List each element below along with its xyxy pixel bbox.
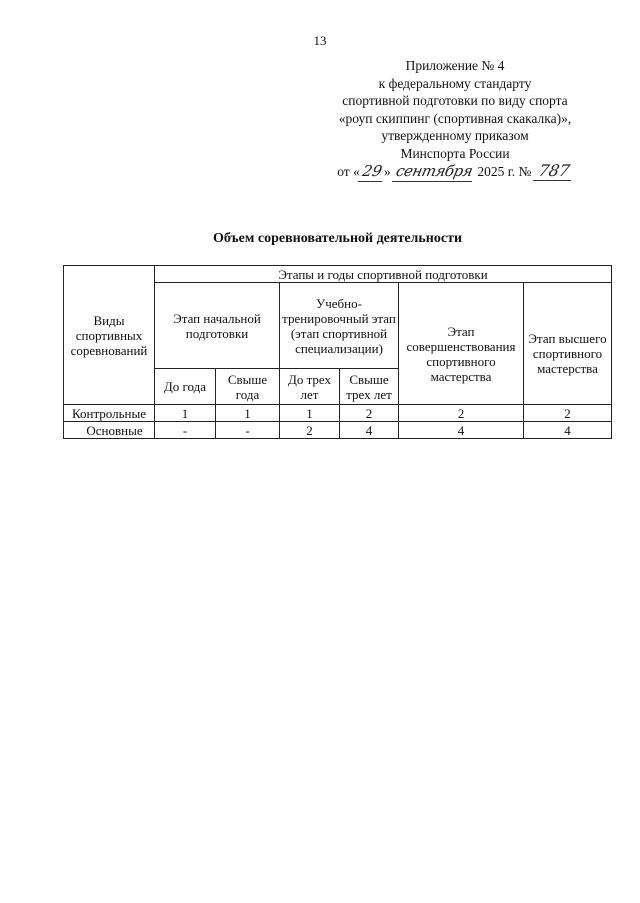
stage-header-initial: Этап начальной подготовки xyxy=(155,283,280,369)
table-row xyxy=(64,405,612,422)
table-cell: 1 xyxy=(280,405,340,422)
subheader-cell: Свыше трех лет xyxy=(340,369,399,405)
handwritten-day: 29 xyxy=(358,163,386,182)
table-cell: 2 xyxy=(340,405,399,422)
row-label: Основные xyxy=(64,422,155,439)
stage-header-training: Учебно-тренировочный этап (этап спортивной специализации) xyxy=(280,283,399,369)
subheader-cell: До трех лет xyxy=(280,369,340,405)
handwritten-month: сентября xyxy=(392,163,476,182)
appendix-line: Минспорта России xyxy=(400,145,510,161)
table-cell: - xyxy=(216,422,280,439)
appendix-line: Приложение № 4 xyxy=(405,58,505,73)
stage-header-improvement: Этап совершенствования спортивного мастерства xyxy=(399,283,524,405)
date-prefix: от « xyxy=(337,164,360,179)
appendix-line: спортивной подготовки по виду спорта xyxy=(342,93,568,108)
subheader-cell: Свыше года xyxy=(216,369,280,405)
competition-volume-table xyxy=(63,265,612,439)
table-cell: 4 xyxy=(524,422,612,439)
appendix-line: «роуп скиппинг (спортивная скакалка)», xyxy=(338,110,572,126)
stage-header-higher: Этап высшего спортивного мастерства xyxy=(524,283,612,405)
table-cell: 2 xyxy=(280,422,340,439)
page-number: 13 xyxy=(313,33,327,48)
order-date-line xyxy=(330,162,580,182)
document-title: Объем соревновательной деятельности xyxy=(212,231,463,246)
table-cell: - xyxy=(155,422,216,439)
table-cell: 1 xyxy=(216,405,280,422)
table-cell: 2 xyxy=(524,405,612,422)
date-year-text: 2025 г. № xyxy=(477,164,532,179)
group-header-cell: Этапы и годы спортивной подготовки xyxy=(155,266,612,283)
row-label: Контрольные xyxy=(64,405,155,422)
table-row xyxy=(64,422,612,439)
subheader-cell: До года xyxy=(155,369,216,405)
table-cell: 4 xyxy=(340,422,399,439)
row-header-cell: Виды спортивных соревнований xyxy=(64,266,155,405)
table-cell: 1 xyxy=(155,405,216,422)
date-mid: » xyxy=(383,164,394,179)
handwritten-order-number: 787 xyxy=(533,162,575,181)
appendix-block xyxy=(330,57,580,182)
table-cell: 2 xyxy=(399,405,524,422)
appendix-line: утвержденному приказом xyxy=(381,128,529,143)
appendix-line: к федеральному стандарту xyxy=(378,75,532,91)
table-cell: 4 xyxy=(399,422,524,439)
table-header-row xyxy=(64,266,612,283)
